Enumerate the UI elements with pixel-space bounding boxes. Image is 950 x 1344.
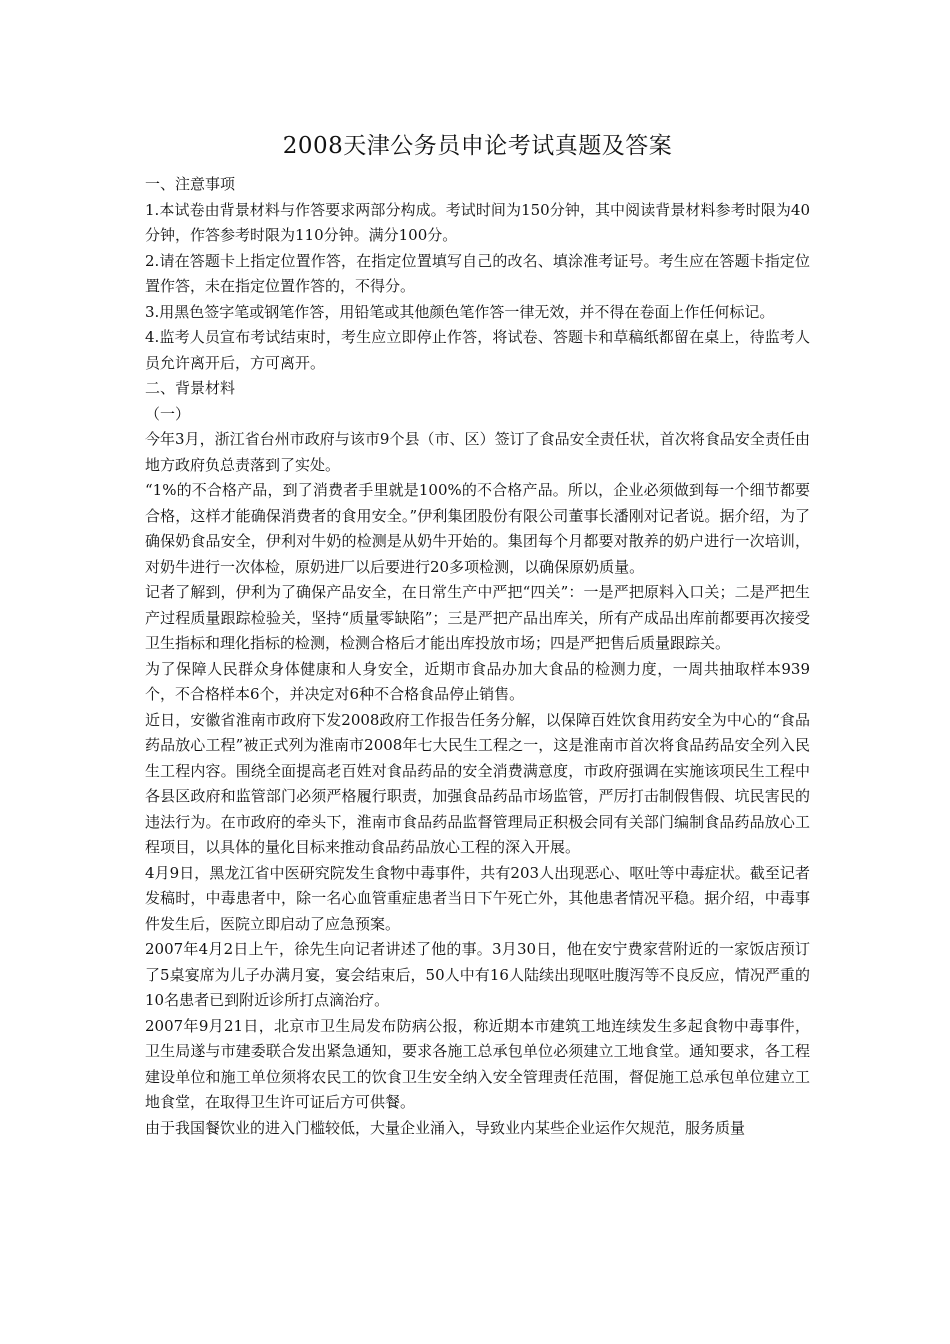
body-paragraph: 记者了解到，伊利为了确保产品安全，在日常生产中严把“四关”：一是严把原料入口关；二是严把生产过程质量跟踪检验关，坚持“质量零缺陷”；三是严把产品出库关，所有产成品出库前都要再次接受卫生指标和理化指标的检测，检测合格后才能出库投放市场；四是严把售后质量跟踪关。 [145,583,810,652]
notes-item-3: 3.用黑色签字笔或钢笔作答，用铅笔或其他颜色笔作答一律无效，并不得在卷面上作任何标记。 [145,302,775,321]
document-page [145,130,810,1141]
notes-item-2: 2.请在答题卡上指定位置作答，在指定位置填写自己的改名、填涂准考证号。考生应在答题卡指定位置作答，未在指定位置作答的，不得分。 [145,251,810,295]
body-paragraph: 由于我国餐饮业的进入门槛较低，大量企业涌入，导致业内某些企业运作欠规范，服务质量 [145,1118,746,1137]
document-title: 2008天津公务员申论考试真题及答案 [282,133,673,159]
body-paragraph: 2007年9月21日，北京市卫生局发布防病公报，称近期本市建筑工地连续发生多起食物中毒事件，卫生局遂与市建委联合发出紧急通知，要求各施工总承包单位必须建立工地食堂。通知要求，各工程建设单位和施工单位须将农民工的饮食卫生安全纳入安全管理责任范围，督促施工总承包单位建立工地食堂，在取得卫生许可证后方可供餐。 [145,1016,810,1111]
body-paragraph: 2007年4月2日上午，徐先生向记者讲述了他的事。3月30日，他在安宁费家营附近的一家饭店预订了5桌宴席为儿子办满月宴，宴会结束后，50人中有16人陆续出现呕吐腹泻等不良反应，情况严重的10名患者已到附近诊所打点滴治疗。 [145,940,810,1009]
body-paragraph: 4月9日，黑龙江省中医研究院发生食物中毒事件，共有203人出现恶心、呕吐等中毒症状。截至记者发稿时，中毒患者中，除一名心血管重症患者当日下午死亡外，其他患者情况平稳。据介绍，中毒事件发生后，医院立即启动了应急预案。 [145,863,810,933]
section-heading-notes: 一、注意事项 [145,175,236,193]
body-paragraph: “1%的不合格产品，到了消费者手里就是100%的不合格产品。所以，企业必须做到每一个细节都要合格，这样才能确保消费者的食用安全。”伊利集团股份有限公司董事长潘刚对记者说。据介绍，为了确保奶食品安全，伊利对牛奶的检测是从奶牛开始的。集团每个月都要对散养的奶户进行一次培训，对奶牛进行一次体检，原奶进厂以后要进行20多项检测，以确保原奶质量。 [145,481,810,576]
body-paragraph: 今年3月，浙江省台州市政府与该市9个县（市、区）签订了食品安全责任状，首次将食品安全责任由地方政府负总责落到了实处。 [145,430,810,474]
notes-item-4: 4.监考人员宣布考试结束时，考生应立即停止作答，将试卷、答题卡和草稿纸都留在桌上，待监考人员允许离开后，方可离开。 [145,328,810,372]
section-heading-background: 二、背景材料 [145,379,236,397]
body-paragraph: 为了保障人民群众身体健康和人身安全，近期市食品办加大食品的检测力度，一周共抽取样本939个，不合格样本6个，并决定对6种不合格食品停止销售。 [145,659,810,703]
subsection-heading-1: （一） [145,404,191,423]
notes-item-1: 1.本试卷由背景材料与作答要求两部分构成。考试时间为150分钟，其中阅读背景材料参考时限为40分钟，作答参考时限为110分钟。满分100分。 [145,200,810,244]
body-paragraph: 近日，安徽省淮南市政府下发2008政府工作报告任务分解，以保障百姓饮食用药安全为中心的“食品药品放心工程”被正式列为淮南市2008年七大民生工程之一，这是淮南市首次将食品药品安全列入民生工程内容。围绕全面提高老百姓对食品药品的安全消费满意度，市政府强调在实施该项民生工程中各县区政府和监管部门必须严格履行职责，加强食品药品市场监管，严厉打击制假售假、坑民害民的违法行为。在市政府的牵头下，淮南市食品药品监督管理局正积极会同有关部门编制食品药品放心工程项目，以具体的量化目标来推动食品药品放心工程的深入开展。 [145,710,810,856]
